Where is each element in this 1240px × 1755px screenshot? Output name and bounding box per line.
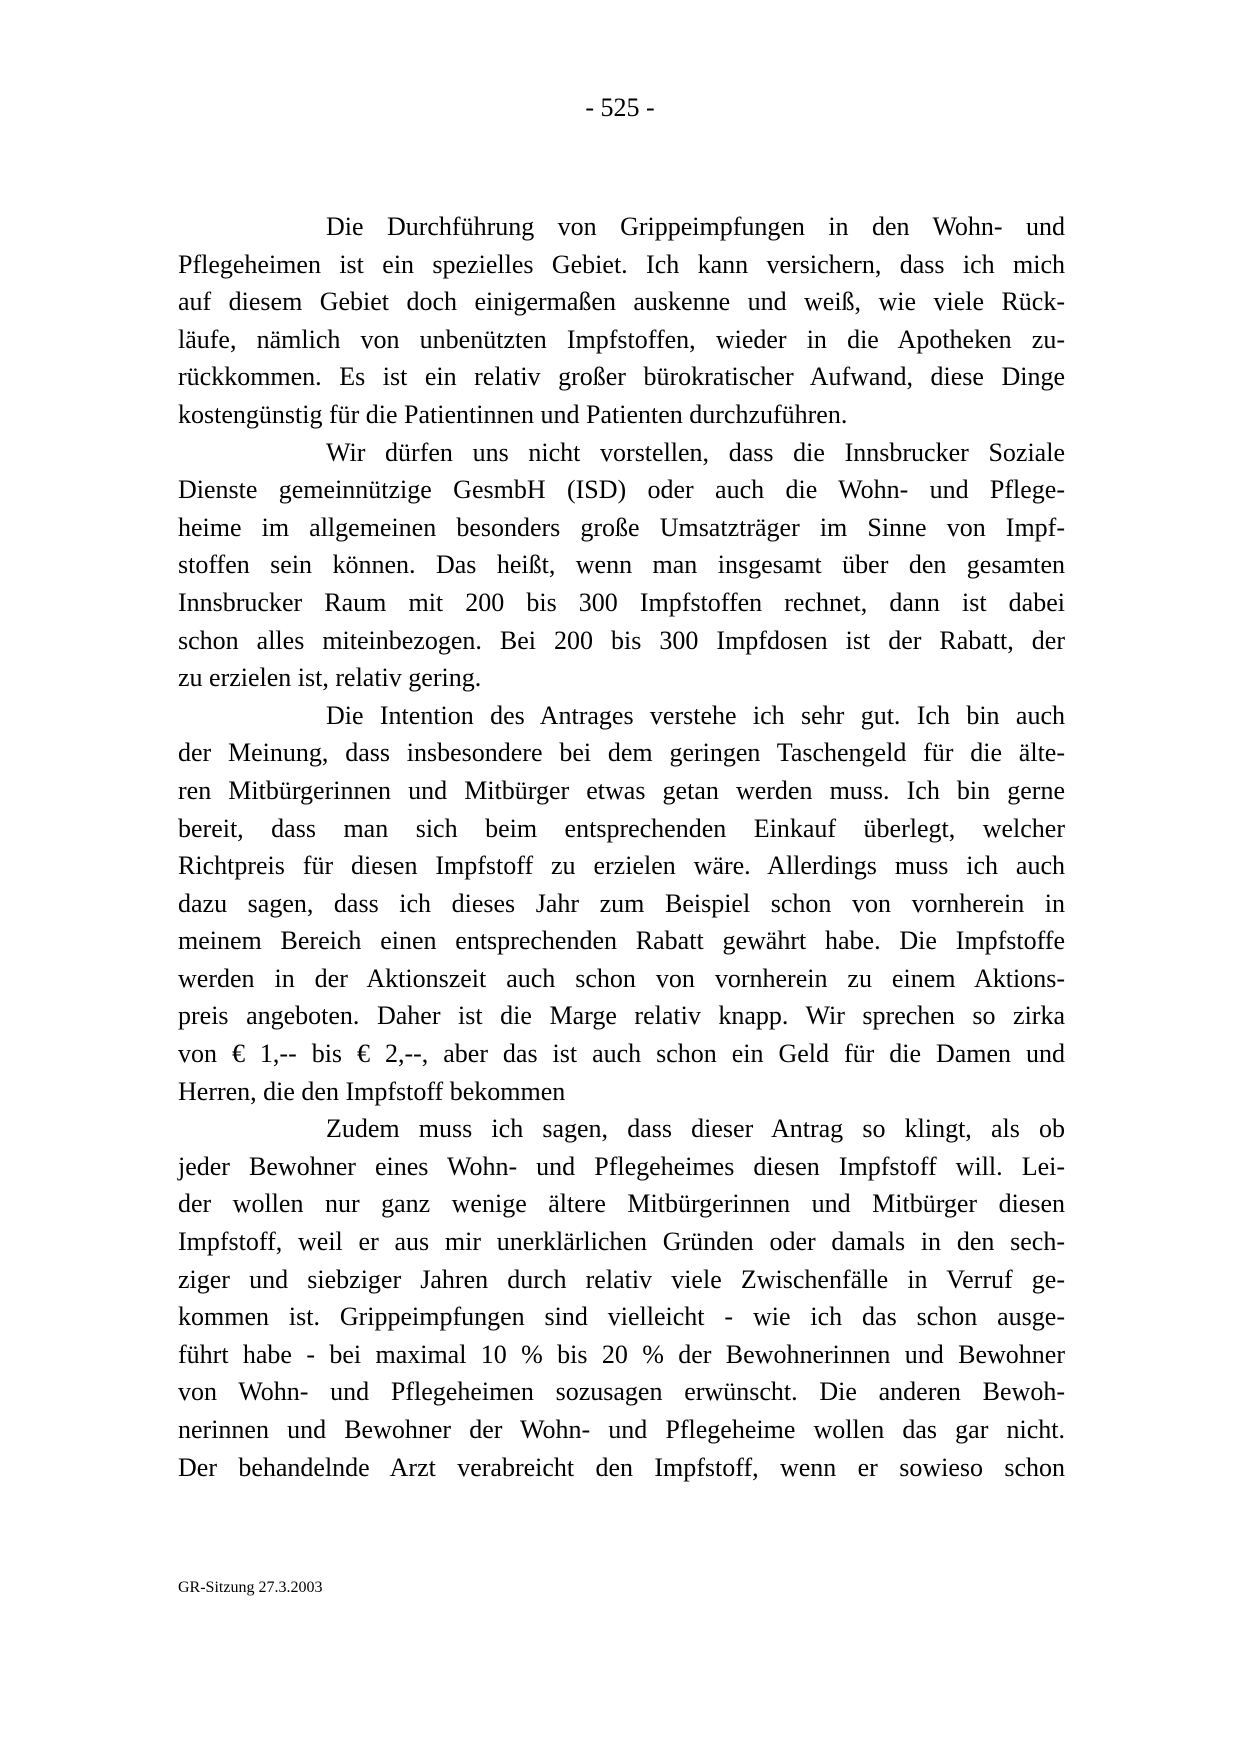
- text-line: Impfstoff, weil er aus mir unerklärlichen Gründen oder damals in den sech-: [178, 1227, 1065, 1257]
- paragraph-4: [178, 1110, 1065, 1486]
- text-line: auf diesem Gebiet doch einigermaßen auskenne und weiß, wie viele Rück-: [178, 287, 1065, 317]
- paragraph-3: [178, 697, 1065, 1111]
- page-number: - 525 -: [585, 93, 655, 122]
- text-line: kommen ist. Grippeimpfungen sind vielleicht - wie ich das schon ausge-: [178, 1302, 1065, 1332]
- text-line: Dienste gemeinnützige GesmbH (ISD) oder auch die Wohn- und Pflege-: [178, 475, 1065, 505]
- text-line: meinem Bereich einen entsprechenden Rabatt gewährt habe. Die Impfstoffe: [178, 926, 1065, 956]
- text-line: bereit, dass man sich beim entsprechenden Einkauf überlegt, welcher: [178, 813, 1065, 843]
- text-line: Der behandelnde Arzt verabreicht den Impfstoff, wenn er sowieso schon: [178, 1452, 1065, 1482]
- text-line: Innsbrucker Raum mit 200 bis 300 Impfstoffen rechnet, dann ist dabei: [178, 587, 1065, 617]
- text-line: Wir dürfen uns nicht vorstellen, dass die Innsbrucker Soziale: [326, 437, 1065, 467]
- text-line: der Meinung, dass insbesondere bei dem geringen Taschengeld für die älte-: [178, 738, 1065, 768]
- text-line: von € 1,-- bis € 2,--, aber das ist auch schon ein Geld für die Damen und: [178, 1039, 1065, 1069]
- text-line: dazu sagen, dass ich dieses Jahr zum Beispiel schon von vornherein in: [178, 888, 1065, 918]
- text-line: jeder Bewohner eines Wohn- und Pflegeheimes diesen Impfstoff will. Lei-: [178, 1151, 1065, 1181]
- text-line: schon alles miteinbezogen. Bei 200 bis 300 Impfdosen ist der Rabatt, der: [178, 625, 1065, 655]
- text-line: Die Intention des Antrages verstehe ich sehr gut. Ich bin auch: [326, 700, 1065, 730]
- body-text: [178, 208, 1065, 1486]
- footer-session-date: GR-Sitzung 27.3.2003: [178, 1579, 323, 1596]
- paragraph-2: [178, 434, 1065, 697]
- text-line: Zudem muss ich sagen, dass dieser Antrag so klingt, als ob: [326, 1114, 1065, 1144]
- text-line: Herren, die den Impfstoff bekommen: [178, 1076, 566, 1106]
- text-line: ziger und siebziger Jahren durch relativ viele Zwischenfälle in Verruf ge-: [178, 1264, 1065, 1294]
- text-line: von Wohn- und Pflegeheimen sozusagen erwünscht. Die anderen Bewoh-: [178, 1377, 1065, 1407]
- paragraph-1: [178, 208, 1065, 434]
- text-line: heime im allgemeinen besonders große Umsatzträger im Sinne von Impf-: [178, 512, 1065, 542]
- text-line: läufe, nämlich von unbenützten Impfstoffen, wieder in die Apotheken zu-: [178, 324, 1065, 354]
- text-line: nerinnen und Bewohner der Wohn- und Pflegeheime wollen das gar nicht.: [178, 1415, 1065, 1444]
- text-line: ren Mitbürgerinnen und Mitbürger etwas getan werden muss. Ich bin gerne: [178, 775, 1065, 805]
- text-line: Richtpreis für diesen Impfstoff zu erzielen wäre. Allerdings muss ich auch: [178, 851, 1065, 881]
- text-line: werden in der Aktionszeit auch schon von vornherein zu einem Aktions-: [178, 963, 1065, 993]
- text-line: preis angeboten. Daher ist die Marge relativ knapp. Wir sprechen so zirka: [178, 1001, 1065, 1031]
- text-line: kostengünstig für die Patientinnen und Patienten durchzuführen.: [178, 399, 848, 429]
- text-line: rückkommen. Es ist ein relativ großer bürokratischer Aufwand, diese Dinge: [178, 362, 1065, 392]
- text-line: Die Durchführung von Grippeimpfungen in den Wohn- und: [326, 212, 1065, 241]
- text-line: Pflegeheimen ist ein spezielles Gebiet. Ich kann versichern, dass ich mich: [178, 249, 1065, 279]
- text-line: der wollen nur ganz wenige ältere Mitbürgerinnen und Mitbürger diesen: [178, 1189, 1065, 1219]
- text-line: zu erzielen ist, relativ gering.: [178, 663, 482, 693]
- text-line: führt habe - bei maximal 10 % bis 20 % der Bewohnerinnen und Bewohner: [178, 1339, 1065, 1369]
- text-line: stoffen sein können. Das heißt, wenn man insgesamt über den gesamten: [178, 550, 1065, 580]
